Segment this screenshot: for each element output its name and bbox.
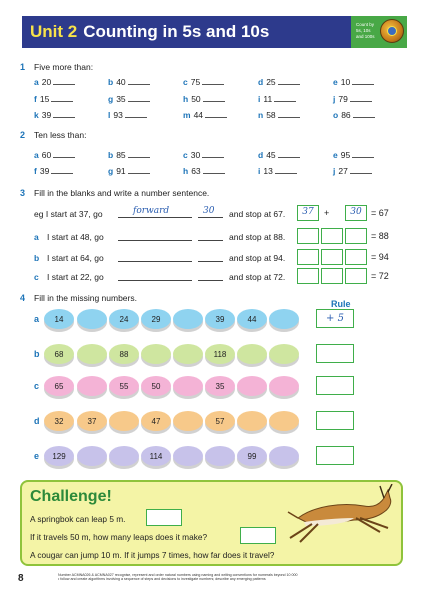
stepping-stone[interactable] (109, 446, 139, 466)
stepping-stone: 24 (109, 309, 139, 329)
medal-icon (380, 19, 404, 43)
item-letter: l (108, 110, 111, 120)
operator-symbol: + (324, 208, 330, 218)
answer-line[interactable] (118, 217, 192, 218)
challenge-title: Challenge! (30, 488, 112, 505)
answer-blank[interactable] (278, 110, 300, 118)
row-letter: b (34, 253, 40, 263)
stepping-stone: 129 (44, 446, 74, 466)
exercise-item (258, 166, 297, 176)
exercise-item (333, 110, 375, 120)
item-value: 60 (41, 150, 52, 160)
row-letter: a (34, 232, 39, 242)
example-label: eg (34, 209, 44, 219)
answer-blank[interactable] (205, 110, 227, 118)
item-value: 39 (41, 110, 52, 120)
item-letter: n (258, 110, 264, 120)
question-text: Fill in the missing numbers. (34, 293, 137, 303)
row-letter: e (34, 451, 40, 461)
stepping-stone[interactable] (173, 309, 203, 329)
exercise-item (258, 110, 300, 120)
item-letter: h (183, 166, 189, 176)
item-letter: c (183, 77, 188, 87)
stepping-stone: 39 (205, 309, 235, 329)
item-letter: f (34, 166, 37, 176)
stepping-stone: 65 (44, 376, 74, 396)
curriculum-line: • follow and create algorithms involving a sequence of steps and decisions to investigate numbers; describe any emerging patterns (58, 577, 266, 582)
example-stop: and stop at 67. (229, 209, 286, 219)
challenge-answer-box[interactable] (146, 509, 182, 526)
answer-blank[interactable] (128, 166, 150, 174)
item-value: 86 (341, 110, 351, 120)
stepping-stone[interactable] (173, 344, 203, 364)
challenge-answer-box[interactable] (240, 527, 276, 544)
answer-line[interactable] (198, 280, 223, 281)
item-letter: o (333, 110, 339, 120)
row-letter: c (34, 381, 40, 391)
answer-blank[interactable] (275, 166, 297, 174)
row-letter: c (34, 272, 39, 282)
sentence-row (34, 232, 104, 242)
stepping-stone[interactable] (237, 344, 267, 364)
sentence-row (34, 272, 104, 282)
item-value: 93 (113, 110, 123, 120)
answer-blank[interactable] (202, 150, 224, 158)
handwritten-amount: 30 (203, 206, 215, 216)
unit-label: Unit 2 (30, 22, 78, 41)
rule-heading: Rule (331, 299, 351, 309)
topic-badge (351, 16, 407, 48)
item-letter: g (108, 166, 114, 176)
rule-box[interactable] (316, 376, 354, 395)
sentence-box[interactable] (345, 228, 367, 244)
sentence-row (34, 253, 104, 263)
item-letter: e (333, 77, 338, 87)
answer-blank[interactable] (51, 94, 73, 102)
badge-line: and 100s (356, 34, 375, 39)
item-letter: j (333, 94, 336, 104)
item-value: 27 (338, 166, 348, 176)
challenge-line: A springbok can leap 5 m. (30, 514, 126, 524)
item-value: 85 (116, 150, 126, 160)
rule-box[interactable]: + 5 (316, 309, 354, 328)
answer-blank[interactable] (202, 77, 224, 85)
stepping-stone[interactable] (269, 446, 299, 466)
answer-blank[interactable] (53, 77, 75, 85)
stepping-stone[interactable] (141, 344, 171, 364)
stepping-stone[interactable] (205, 446, 235, 466)
exercise-item (34, 77, 75, 87)
item-letter: h (183, 94, 189, 104)
item-value: 20 (41, 77, 52, 87)
stepping-stone[interactable] (173, 411, 203, 431)
item-letter: m (183, 110, 191, 120)
answer-blank[interactable] (350, 94, 372, 102)
stepping-stone: 47 (141, 411, 171, 431)
item-value: 13 (263, 166, 273, 176)
item-value: 10 (340, 77, 351, 87)
exercise-item (258, 77, 300, 87)
handwritten-word: forward (133, 206, 170, 216)
sentence-box[interactable] (321, 228, 343, 244)
sentence-box[interactable] (297, 228, 319, 244)
item-value: 50 (191, 94, 201, 104)
answer-blank[interactable] (53, 150, 75, 158)
sentence-box-value: 37 (302, 207, 314, 217)
row-letter: a (34, 314, 40, 324)
item-value: 30 (190, 150, 201, 160)
stepping-stone: 50 (141, 376, 171, 396)
exercise-item (183, 166, 225, 176)
exercise-item (34, 110, 75, 120)
item-letter: i (258, 166, 261, 176)
exercise-item (333, 166, 372, 176)
exercise-item (183, 77, 224, 87)
exercise-item (183, 94, 225, 104)
question-number: 1 (20, 62, 26, 72)
exercise-item (333, 150, 374, 160)
stepping-stone[interactable] (269, 411, 299, 431)
item-value: 40 (116, 77, 126, 87)
stepping-stone[interactable] (237, 376, 267, 396)
exercise-item (108, 77, 150, 87)
curriculum-line: Number ACMNA026 & ACMNA027 recognise, represent and order natural numbers using naming and writing conventions for numerals beyond 10 000 (58, 573, 298, 577)
row-stop: and stop at 88. (229, 232, 286, 242)
question-text: Fill in the blanks and write a number sentence. (34, 188, 210, 198)
answer-blank[interactable] (51, 166, 73, 174)
sentence-box[interactable] (297, 249, 319, 265)
answer-blank[interactable] (352, 150, 374, 158)
stepping-stone[interactable] (269, 309, 299, 329)
item-letter: d (258, 77, 264, 87)
item-value: 25 (266, 77, 276, 87)
challenge-line: If it travels 50 m, how many leaps does it make? (30, 532, 208, 542)
item-value: 35 (116, 94, 126, 104)
row-letter: b (34, 349, 40, 359)
stepping-stone: 32 (44, 411, 74, 431)
exercise-item (108, 110, 147, 120)
stepping-stone[interactable] (173, 446, 203, 466)
stepping-stone[interactable] (269, 376, 299, 396)
item-value: 91 (116, 166, 126, 176)
item-letter: f (34, 94, 37, 104)
rule-box[interactable] (316, 344, 354, 363)
stepping-stone: 68 (44, 344, 74, 364)
answer-line[interactable] (198, 240, 223, 241)
sentence-box[interactable] (345, 249, 367, 265)
item-letter: e (333, 150, 338, 160)
answer-blank[interactable] (274, 94, 296, 102)
exercise-item (34, 166, 73, 176)
item-letter: b (108, 150, 114, 160)
exercise-item (108, 94, 150, 104)
stepping-stone[interactable] (77, 446, 107, 466)
sentence-box[interactable] (321, 268, 343, 284)
exercise-item (108, 166, 150, 176)
item-letter: k (34, 110, 39, 120)
question-number: 3 (20, 188, 26, 198)
stepping-stone: 35 (205, 376, 235, 396)
example-start: I start at 37, go (45, 209, 103, 219)
item-value: 95 (340, 150, 351, 160)
answer-blank[interactable] (350, 166, 372, 174)
row-start: I start at 22, go (47, 272, 104, 282)
stepping-stone: 99 (237, 446, 267, 466)
curriculum-note (58, 573, 398, 582)
exercise-item (258, 150, 300, 160)
sentence-box[interactable] (297, 268, 319, 284)
item-value: 63 (191, 166, 201, 176)
item-value: 45 (266, 150, 276, 160)
unit-header (22, 16, 407, 48)
item-letter: i (258, 94, 261, 104)
exercise-item (183, 150, 224, 160)
item-letter: d (258, 150, 264, 160)
sentence-box[interactable] (321, 249, 343, 265)
rule-box[interactable] (316, 411, 354, 430)
example-row (34, 209, 103, 219)
answer-line[interactable] (118, 240, 192, 241)
exercise-item (108, 150, 150, 160)
exercise-item (258, 94, 296, 104)
answer-line[interactable] (198, 217, 223, 218)
stepping-stone: 55 (109, 376, 139, 396)
exercise-item (333, 94, 372, 104)
item-value: 79 (338, 94, 348, 104)
row-start: I start at 64, go (47, 253, 104, 263)
page-number: 8 (18, 573, 24, 584)
item-value: 44 (193, 110, 204, 120)
question-text: Five more than: (34, 62, 94, 72)
exercise-item (333, 77, 374, 87)
item-letter: b (108, 77, 114, 87)
sentence-box-value: 30 (350, 207, 362, 217)
exercise-item (34, 150, 75, 160)
sentence-result: = 94 (371, 252, 389, 262)
answer-blank[interactable] (125, 110, 147, 118)
stepping-stone[interactable] (77, 376, 107, 396)
answer-blank[interactable] (128, 94, 150, 102)
stepping-stone[interactable] (269, 344, 299, 364)
stepping-stone[interactable] (237, 411, 267, 431)
answer-blank[interactable] (278, 150, 300, 158)
item-letter: j (333, 166, 336, 176)
answer-line[interactable] (118, 280, 192, 281)
stepping-stone[interactable] (77, 309, 107, 329)
springbok-illustration (284, 484, 402, 546)
sentence-result: = 72 (371, 271, 389, 281)
page-footer (18, 573, 408, 587)
answer-blank[interactable] (128, 77, 150, 85)
stepping-stone: 44 (237, 309, 267, 329)
answer-blank[interactable] (128, 150, 150, 158)
row-letter: d (34, 416, 40, 426)
answer-blank[interactable] (278, 77, 300, 85)
item-letter: a (34, 77, 39, 87)
item-letter: c (183, 150, 188, 160)
challenge-line: A cougar can jump 10 m. If it jumps 7 times, how far does it travel? (30, 550, 275, 560)
answer-line[interactable] (198, 261, 223, 262)
stepping-stone: 29 (141, 309, 171, 329)
challenge-panel (20, 480, 403, 566)
item-letter: a (34, 150, 39, 160)
answer-blank[interactable] (203, 166, 225, 174)
exercise-item (34, 94, 73, 104)
sentence-result: = 67 (371, 208, 389, 218)
item-value: 58 (266, 110, 276, 120)
answer-blank[interactable] (203, 94, 225, 102)
answer-blank[interactable] (53, 110, 75, 118)
stepping-stone: 57 (205, 411, 235, 431)
sentence-result: = 88 (371, 231, 389, 241)
question-number: 2 (20, 130, 26, 140)
stepping-stone: 37 (77, 411, 107, 431)
stepping-stone[interactable] (109, 411, 139, 431)
item-value: 75 (190, 77, 201, 87)
badge-line: 5s, 10s (356, 28, 371, 33)
badge-line: Count by (356, 22, 375, 27)
item-letter: g (108, 94, 114, 104)
row-stop: and stop at 72. (229, 272, 286, 282)
item-value: 15 (39, 94, 50, 104)
row-stop: and stop at 94. (229, 253, 286, 263)
item-value: 11 (263, 94, 273, 104)
page-title: Counting in 5s and 10s (83, 22, 270, 41)
stepping-stone: 88 (109, 344, 139, 364)
stepping-stone[interactable] (77, 344, 107, 364)
question-text: Ten less than: (34, 130, 87, 140)
question-number: 4 (20, 293, 26, 303)
rule-box[interactable] (316, 446, 354, 465)
stepping-stone: 114 (141, 446, 171, 466)
stepping-stone: 14 (44, 309, 74, 329)
answer-line[interactable] (118, 261, 192, 262)
item-value: 39 (39, 166, 50, 176)
answer-blank[interactable] (352, 77, 374, 85)
exercise-item (183, 110, 227, 120)
answer-blank[interactable] (353, 110, 375, 118)
stepping-stone: 118 (205, 344, 235, 364)
row-start: I start at 48, go (47, 232, 104, 242)
stepping-stone[interactable] (173, 376, 203, 396)
sentence-box[interactable] (345, 268, 367, 284)
